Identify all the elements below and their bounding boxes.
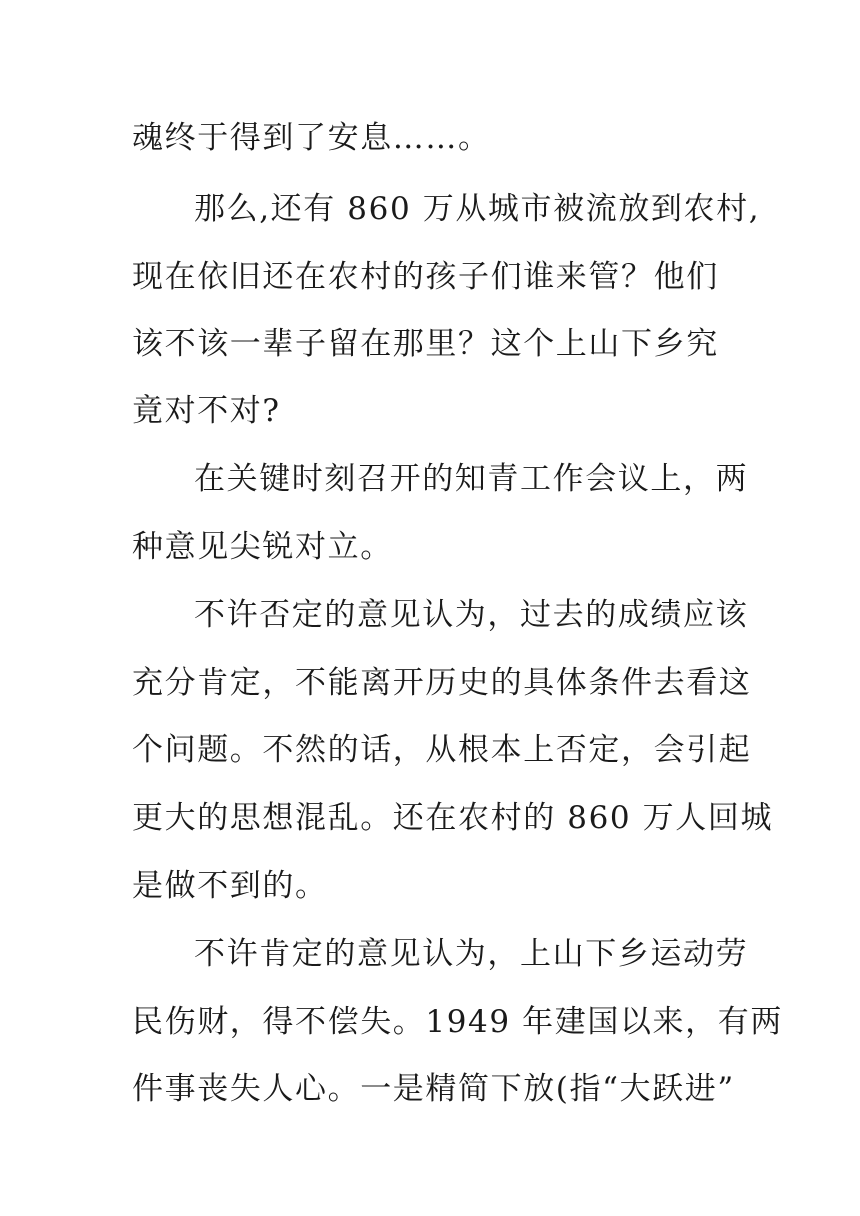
text-line: 现在依旧还在农村的孩子们谁来管？他们 [132, 259, 719, 295]
text-line: 民伤财，得不偿失。1949 年建国以来，有两 [132, 1004, 783, 1040]
text-line: 充分肯定，不能离开历史的具体条件去看这 [132, 665, 752, 701]
text-line: 件事丧失人心。一是精简下放(指“大跃进” [132, 1071, 735, 1107]
paragraph-start-line: 不许否定的意见认为，过去的成绩应该 [194, 597, 749, 633]
paragraph-start-line: 那么,还有 860 万从城市被流放到农村, [194, 191, 761, 227]
text-line: 更大的思想混乱。还在农村的 860 万人回城 [132, 800, 774, 836]
paragraph-start-line: 不许肯定的意见认为，上山下乡运动劳 [194, 936, 749, 972]
text-line: 个问题。不然的话，从根本上否定，会引起 [132, 732, 752, 768]
text-line: 魂终于得到了安息……。 [132, 120, 491, 156]
text-line: 竟对不对? [132, 393, 281, 429]
paragraph-start-line: 在关键时刻召开的知青工作会议上，两 [194, 461, 749, 497]
text-line: 该不该一辈子留在那里？这个上山下乡究 [132, 326, 719, 362]
text-line: 是做不到的。 [132, 868, 328, 904]
text-line: 种意见尖锐对立。 [132, 529, 393, 565]
